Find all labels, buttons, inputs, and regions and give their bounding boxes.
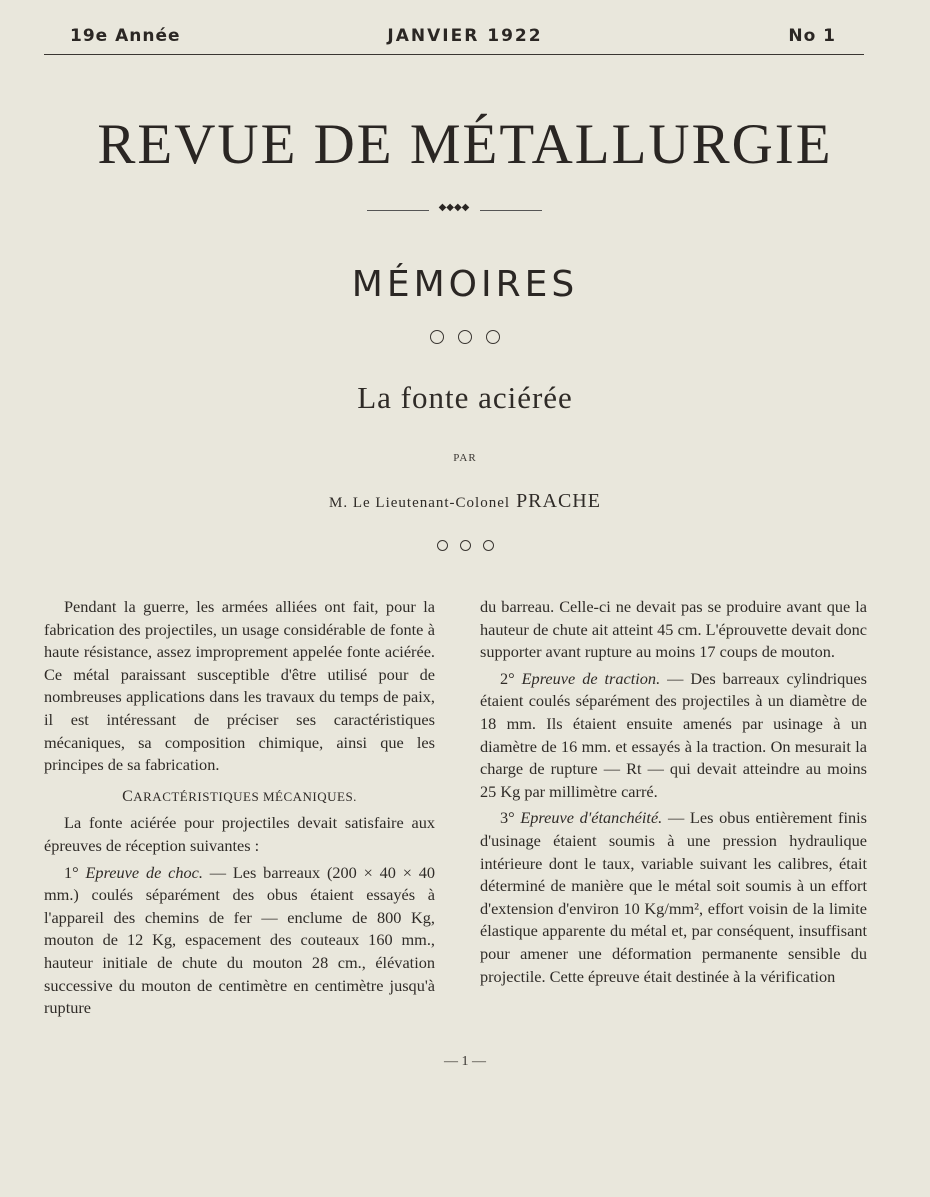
circle-icon (460, 540, 471, 551)
section-heading: MÉMOIRES (351, 264, 579, 305)
paragraph: 1° Epreuve de choc. — Les barreaux (200 × 40 × 40 mm.) coulés séparément des obus étaient essayés à l'appareil des chemins de fer — enclume de 800 Kg, mouton de 12 Kg, espacement des couteaux 160 mm., hauteur initiale de chute du mouton 28 cm., élévation successive du mouton de centimètre en centimètre jusqu'à rupture (44, 862, 435, 1018)
ornament-line-right (480, 210, 542, 211)
author-prefix: M. Le Lieutenant-Colonel (329, 495, 511, 511)
paragraph: 2° Epreuve de traction. — Des barreaux cylindriques étaient coulés séparément des projectiles à un diamètre de 18 mm. Ils étaient ensuite amenés par usinage à un diamètre de 16 mm. et essayés à la traction. On mesurait la charge de rupture — Rt — qui devait atteindre au moins 25 Kg par millimètre carré. (480, 668, 867, 801)
article-title: La fonte aciérée (357, 380, 573, 415)
issue-number: No 1 (788, 26, 836, 46)
ornament-line-left (367, 210, 429, 211)
circle-ornament-bottom (0, 540, 930, 551)
circle-icon (483, 540, 494, 551)
right-column (480, 596, 867, 988)
subsection-heading: CARACTÉRISTIQUES MÉCANIQUES. (122, 787, 357, 805)
header-rule (44, 54, 864, 55)
byline-par: PAR (453, 452, 477, 464)
issue-date: JANVIER 1922 (387, 26, 543, 46)
title-ornament (367, 202, 542, 214)
circle-icon (458, 330, 472, 344)
circle-icon (430, 330, 444, 344)
circle-ornament-top (0, 330, 930, 344)
paragraph: Pendant la guerre, les armées alliées ont fait, pour la fabrication des projectiles, un usage considérable de fonte à haute résistance, assez improprement appelée fonte aciérée. Ce métal paraissant susceptible d'être utilisé pour de nombreuses applications dans les travaux du temps de paix, il est intéressant de préciser ses caractéristiques mécaniques, sa composition chimique, ainsi que les principes de sa fabrication. (44, 597, 435, 775)
journal-title: REVUE DE MÉTALLURGIE (97, 113, 833, 176)
circle-icon (486, 330, 500, 344)
diamond-ornament-icon: ◆◆◆◆ (438, 202, 470, 213)
page-number: — 1 — (444, 1054, 486, 1069)
volume-year: 19e Année (70, 26, 181, 46)
author-name: PRACHE (516, 490, 601, 512)
circle-icon (437, 540, 448, 551)
paragraph: 3° Epreuve d'étanchéité. — Les obus entièrement finis d'usinage étaient soumis à une pression hydraulique intérieure dont le taux, variable suivant les calibres, était déterminé de manière que le métal soit soumis à un effort d'extension d'environ 10 Kg/mm², effort voisin de la limite élastique apparente du métal et, par conséquent, insuffisant pour amener une déformation permanente sensible du projectile. Cette épreuve était destinée à la vérification (480, 808, 867, 986)
article-author (0, 490, 930, 513)
paragraph: du barreau. Celle-ci ne devait pas se produire avant que la hauteur de chute ait atteint 45 cm. L'éprouvette devait donc supporter avant rupture au moins 17 coups de mouton. (480, 597, 867, 662)
paragraph: La fonte aciérée pour projectiles devait satisfaire aux épreuves de réception suivantes : (44, 813, 435, 855)
left-column (44, 596, 435, 1020)
